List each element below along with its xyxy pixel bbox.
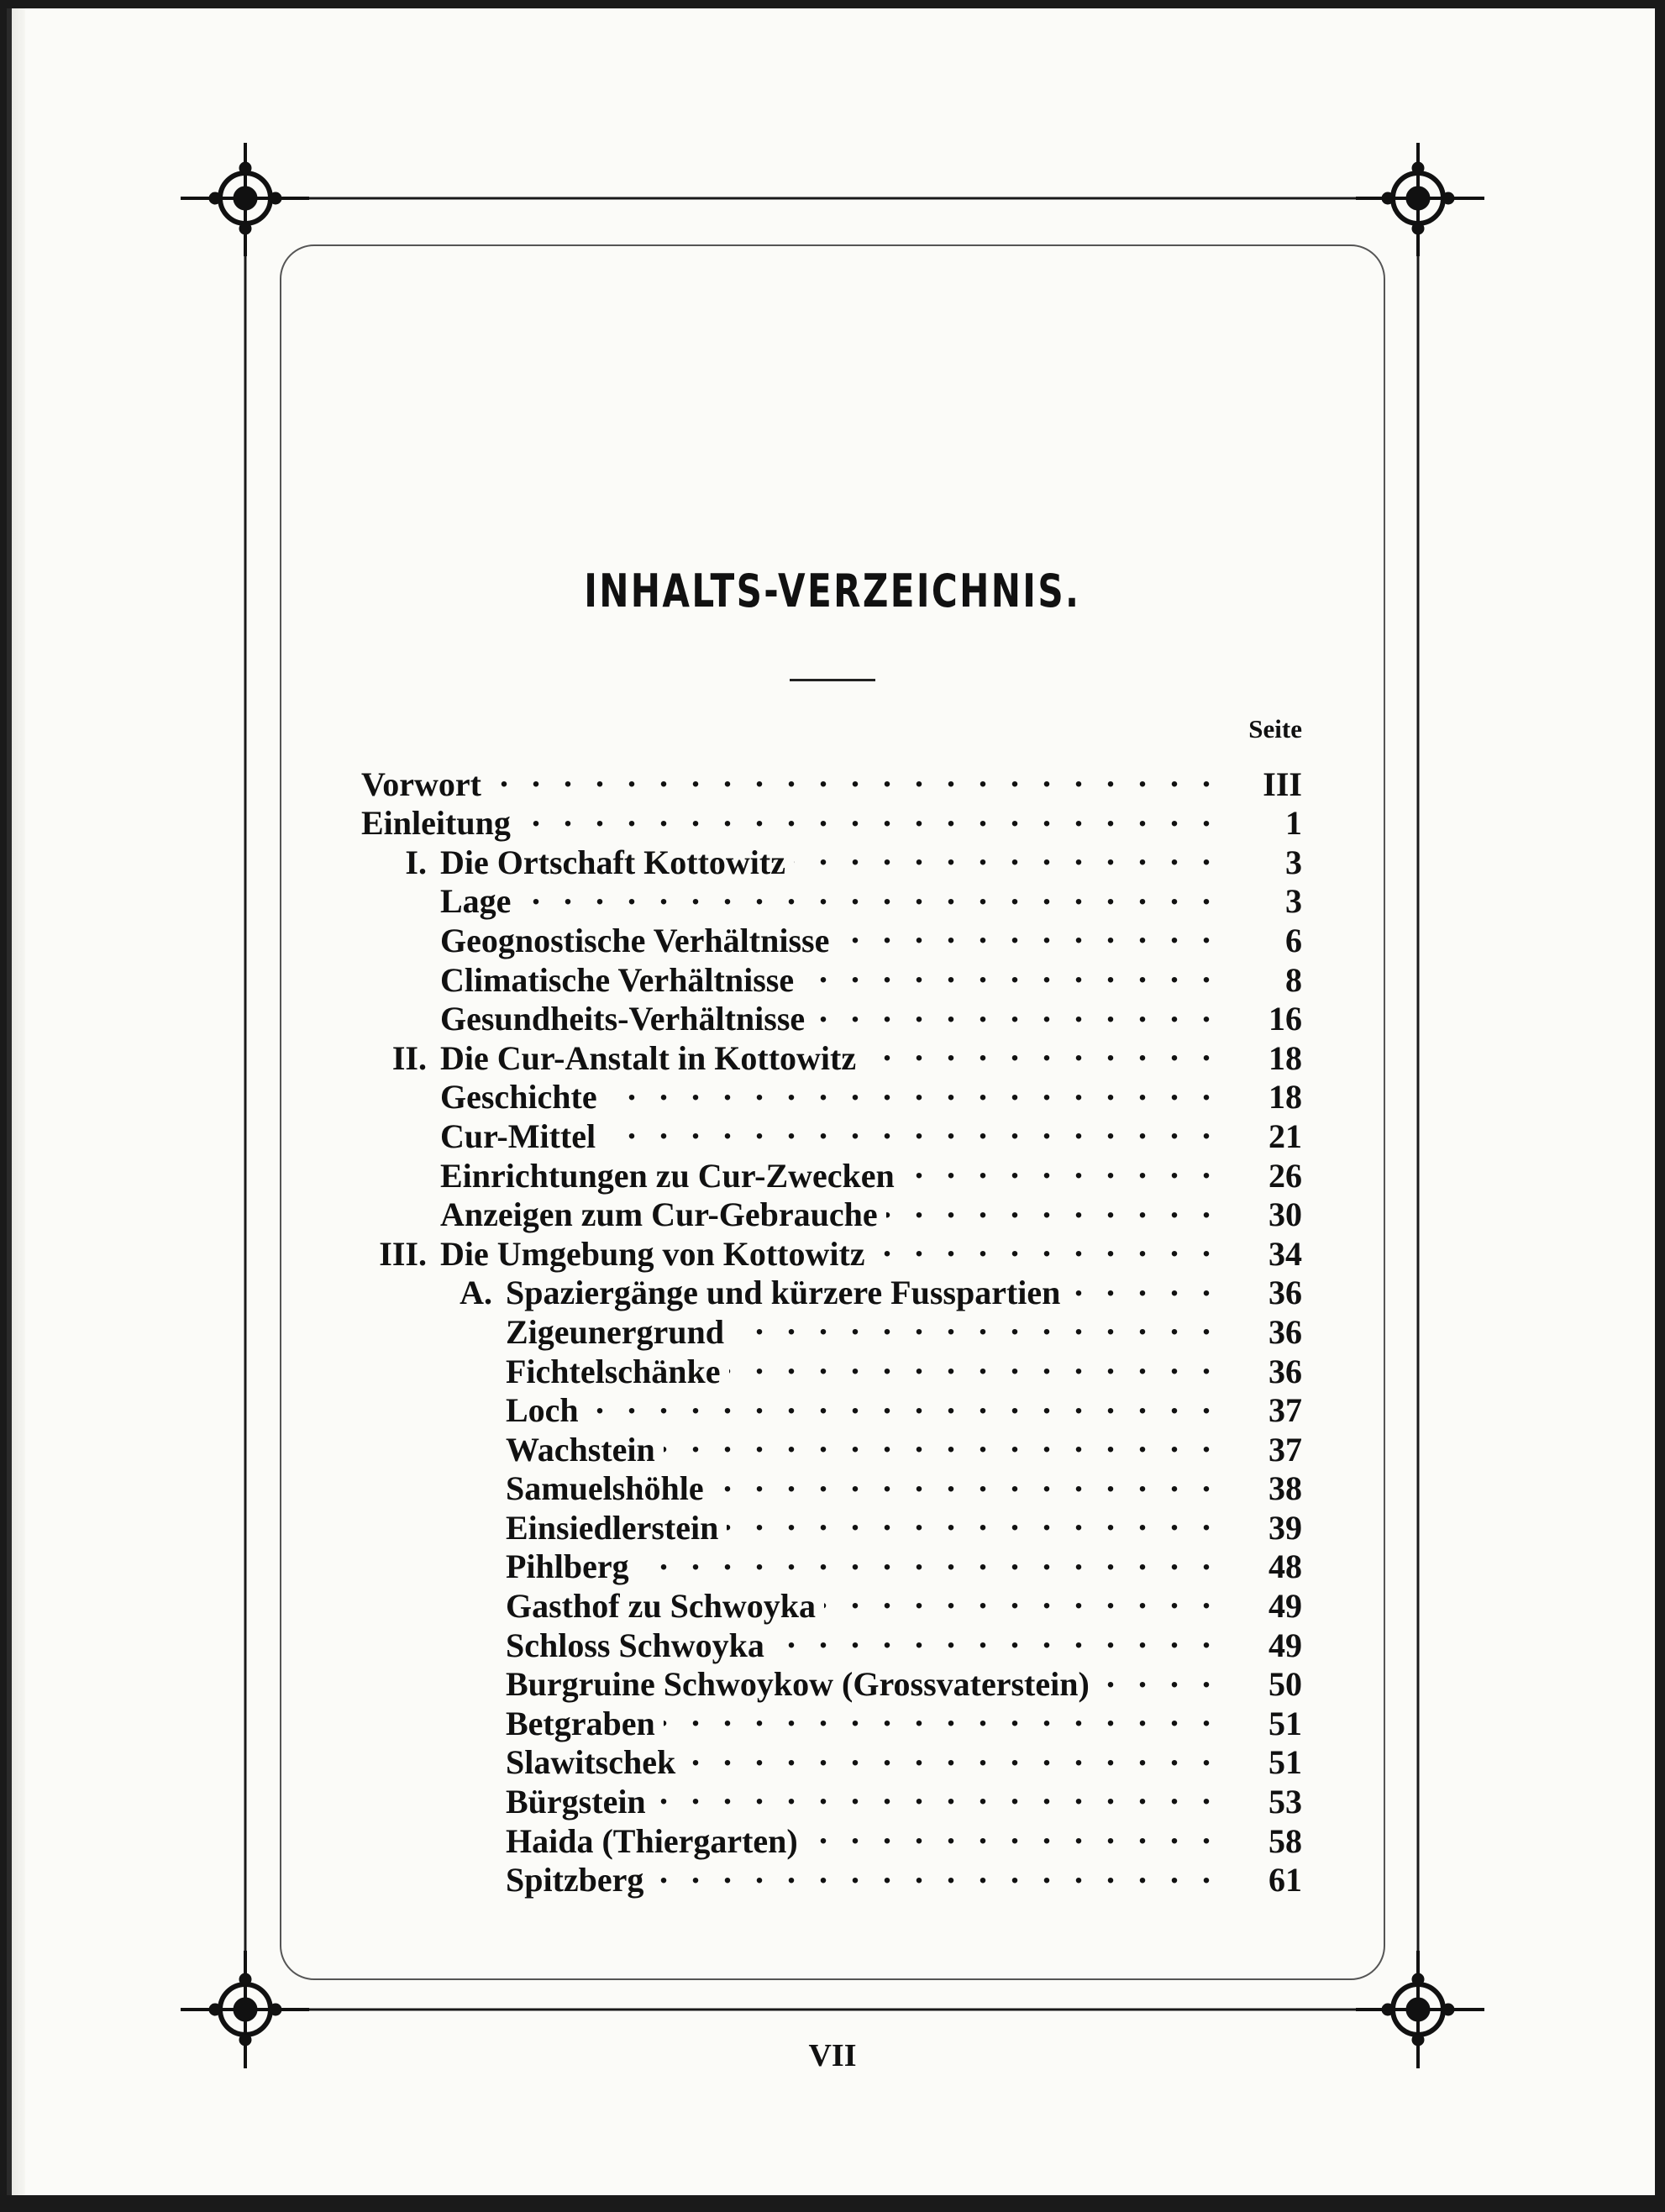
dot-leader <box>652 1852 1218 1892</box>
toc-entry-label: Gasthof zu Schwoyka <box>506 1587 816 1626</box>
toc-entry <box>361 1735 1302 1782</box>
dot-leader <box>824 1578 1218 1617</box>
toc-entry-label: Wachstein <box>506 1430 655 1469</box>
toc-entry-page: 8 <box>1285 960 1302 999</box>
dot-leader <box>773 1617 1218 1657</box>
toc-entry-label: Die Ortschaft Kottowitz <box>440 843 785 881</box>
toc-entry-label: Pihlberg <box>506 1547 629 1586</box>
toc-entry <box>361 1852 1302 1899</box>
title-rule <box>790 679 875 681</box>
toc-entry-page: 34 <box>1268 1234 1302 1273</box>
toc-entry-page: 49 <box>1268 1587 1302 1626</box>
dot-leader <box>606 1069 1218 1109</box>
toc-entry <box>361 1421 1302 1469</box>
dot-leader <box>604 1108 1218 1148</box>
dot-leader <box>664 1421 1218 1461</box>
toc-entry-page: 39 <box>1268 1508 1302 1547</box>
toc-entry <box>361 1500 1302 1547</box>
toc-entry <box>361 1813 1302 1860</box>
toc-entry-label: Cur-Mittel <box>440 1117 596 1155</box>
toc-entry-page: 36 <box>1268 1312 1302 1351</box>
toc-entry-page: 18 <box>1268 1078 1302 1117</box>
toc-entry-label: Vorwort <box>361 764 481 803</box>
dot-leader <box>519 796 1218 835</box>
dot-leader <box>903 1148 1218 1187</box>
toc-entry-page: 21 <box>1268 1117 1302 1155</box>
toc-entry-number: A. <box>460 1274 492 1312</box>
toc-entry-page: 48 <box>1268 1547 1302 1586</box>
dot-leader <box>664 1695 1218 1735</box>
dot-leader <box>684 1735 1218 1774</box>
toc-entry-label: Geschichte <box>440 1078 597 1117</box>
dot-leader <box>727 1500 1218 1539</box>
toc-entry <box>361 1343 1302 1390</box>
table-of-contents <box>361 714 1302 1899</box>
toc-entry-page: 38 <box>1268 1469 1302 1508</box>
toc-rows <box>361 756 1302 1899</box>
toc-entry-page: 3 <box>1285 843 1302 881</box>
toc-entry-label: Spitzberg <box>506 1861 644 1899</box>
dot-leader <box>813 991 1218 1031</box>
toc-entry-page: 49 <box>1268 1626 1302 1664</box>
toc-entry-label: Die Umgebung von Kottowitz <box>440 1234 865 1273</box>
toc-entry-number: II. <box>391 1038 427 1077</box>
dot-leader <box>802 952 1218 991</box>
toc-entry-page: 61 <box>1268 1861 1302 1899</box>
toc-entry-page: 51 <box>1268 1743 1302 1782</box>
toc-entry-page: 3 <box>1285 882 1302 921</box>
dot-leader <box>838 912 1218 952</box>
toc-entry-page: III <box>1263 764 1302 803</box>
toc-entry <box>361 1617 1302 1664</box>
dot-leader <box>733 1304 1218 1343</box>
dot-leader <box>654 1773 1218 1813</box>
toc-entry-number: I. <box>405 843 427 881</box>
toc-entry-label: Einsiedlerstein <box>506 1508 719 1547</box>
toc-entry-page: 50 <box>1268 1665 1302 1704</box>
dot-leader <box>729 1343 1218 1383</box>
dot-leader <box>712 1461 1218 1500</box>
page-title: INHALTS-VERZEICHNIS. <box>584 565 1081 617</box>
dot-leader <box>587 1383 1218 1422</box>
toc-entry-label: Einleitung <box>361 804 511 843</box>
toc-entry-page: 18 <box>1268 1038 1302 1077</box>
toc-entry-label: Slawitschek <box>506 1743 676 1782</box>
toc-entry-label: Climatische Verhältnisse <box>440 960 795 999</box>
toc-entry-page: 1 <box>1285 804 1302 843</box>
toc-entry-label: Spaziergänge und kürzere Fusspartien <box>506 1274 1061 1312</box>
toc-entry-label: Einrichtungen zu Cur-Zwecken <box>440 1156 895 1195</box>
toc-entry-page: 6 <box>1285 921 1302 959</box>
toc-entry-label: Schloss Schwoyka <box>506 1626 764 1664</box>
dot-leader <box>886 1187 1218 1227</box>
page-folio: VII <box>808 2038 857 2073</box>
dot-leader <box>1098 1657 1218 1696</box>
toc-entry-page: 51 <box>1268 1704 1302 1742</box>
dot-leader <box>806 1813 1218 1852</box>
page-column-heading: Seite <box>1248 714 1302 743</box>
toc-entry-page: 53 <box>1268 1783 1302 1821</box>
toc-entry-page: 36 <box>1268 1352 1302 1390</box>
corner-ornament-top-right <box>1356 143 1484 256</box>
dot-leader <box>864 1030 1218 1069</box>
toc-entry-label: Die Cur-Anstalt in Kottowitz <box>440 1038 857 1077</box>
toc-entry <box>361 1578 1302 1626</box>
corner-ornament-top-left <box>181 143 309 256</box>
toc-entry-page: 16 <box>1268 1000 1302 1038</box>
toc-entry-page: 37 <box>1268 1391 1302 1430</box>
dot-leader <box>874 1226 1218 1265</box>
toc-entry-label: Gesundheits-Verhältnisse <box>440 1000 806 1038</box>
toc-entry <box>361 1657 1302 1704</box>
toc-entry-label: Loch <box>506 1391 579 1430</box>
toc-entry <box>361 1773 1302 1821</box>
toc-entry <box>361 1539 1302 1586</box>
toc-entry-label: Anzeigen zum Cur-Gebrauche <box>440 1195 878 1234</box>
toc-entry-label: Fichtelschänke <box>506 1352 721 1390</box>
toc-entry <box>361 1383 1302 1430</box>
toc-entry <box>361 756 1302 803</box>
dot-leader <box>638 1539 1218 1579</box>
toc-entry-label: Samuelshöhle <box>506 1469 704 1508</box>
toc-entry-label: Burgruine Schwoykow (Grossvaterstein) <box>506 1665 1090 1704</box>
toc-entry-label: Bürgstein <box>506 1783 646 1821</box>
dot-leader <box>794 834 1218 874</box>
toc-entry-label: Haida (Thiergarten) <box>506 1821 798 1860</box>
toc-entry <box>361 1461 1302 1508</box>
toc-entry-page: 26 <box>1268 1156 1302 1195</box>
toc-entry-label: Lage <box>440 882 512 921</box>
toc-entry-label: Betgraben <box>506 1704 655 1742</box>
toc-entry-page: 58 <box>1268 1821 1302 1860</box>
dot-leader <box>490 756 1218 796</box>
toc-entry <box>361 1695 1302 1742</box>
dot-leader <box>519 874 1218 913</box>
toc-entry-page: 36 <box>1268 1274 1302 1312</box>
toc-entry-number: III. <box>379 1234 427 1273</box>
toc-entry <box>361 796 1302 843</box>
toc-entry-label: Geognostische Verhältnisse <box>440 921 830 959</box>
toc-entry-label: Zigeunergrund <box>506 1312 725 1351</box>
toc-entry-page: 30 <box>1268 1195 1302 1234</box>
toc-entry-page: 37 <box>1268 1430 1302 1469</box>
dot-leader <box>1069 1265 1218 1305</box>
